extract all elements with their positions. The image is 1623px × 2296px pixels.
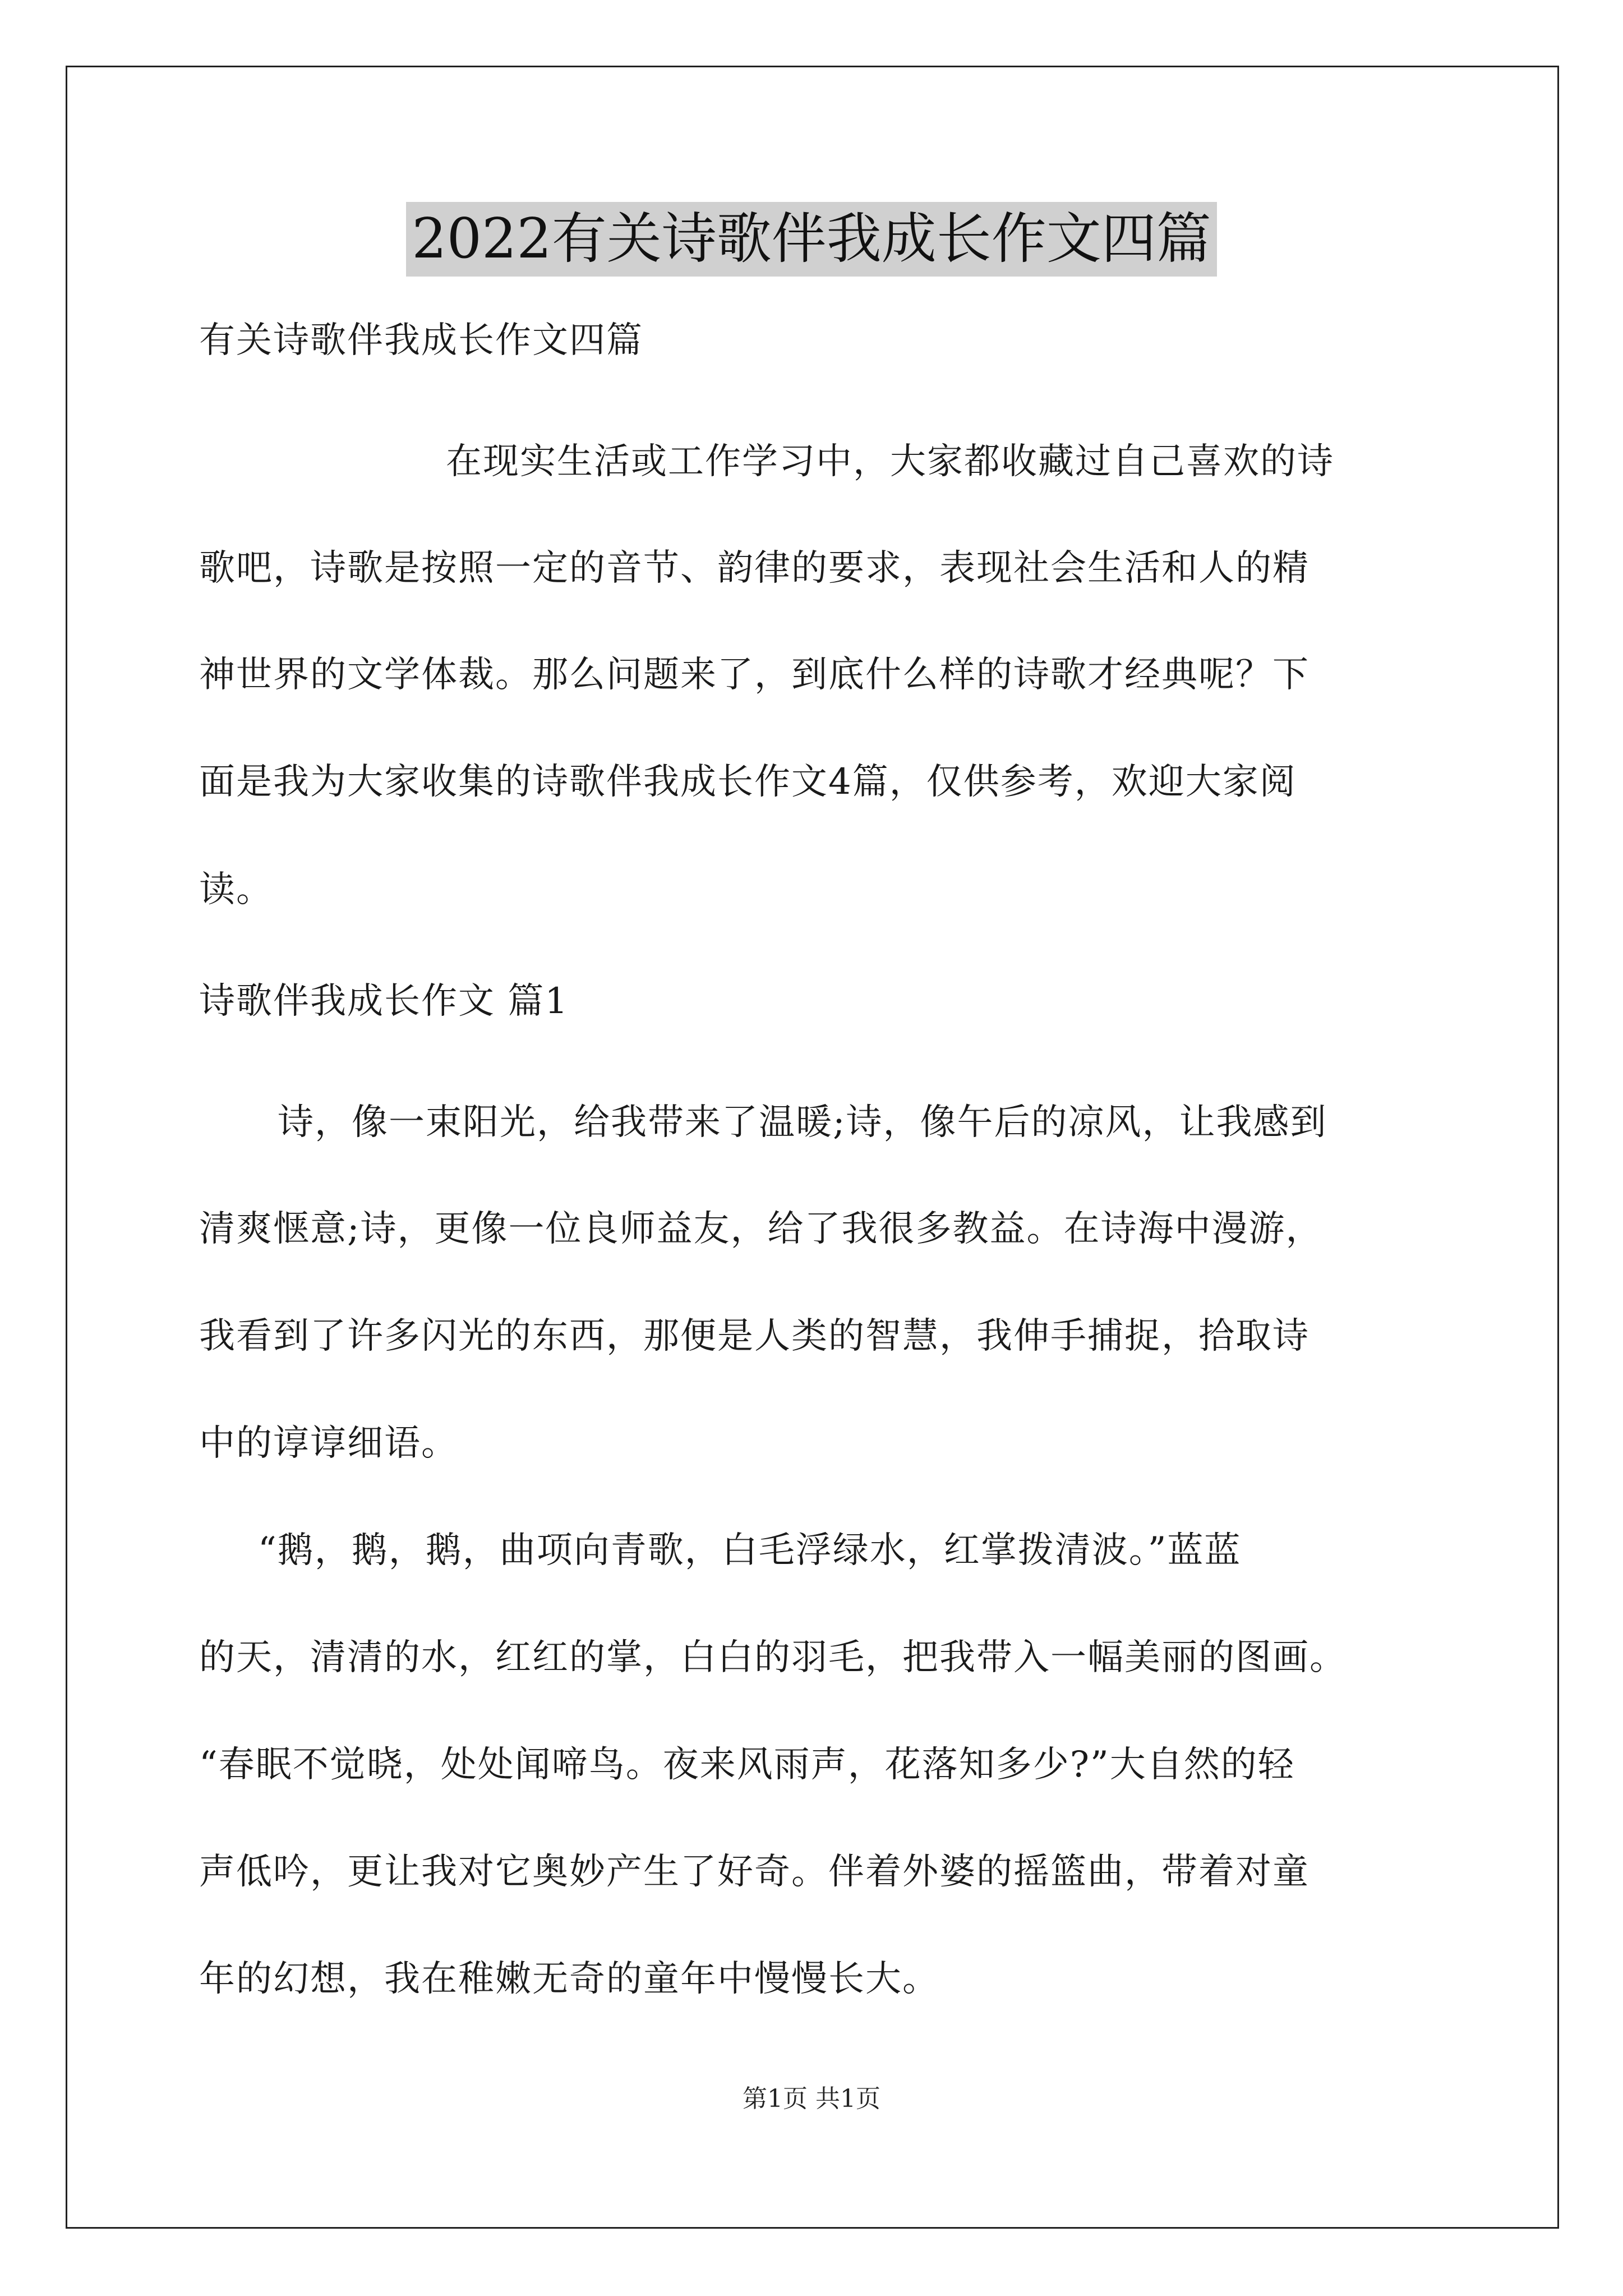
intro-line: 面是我为大家收集的诗歌伴我成长作文4篇，仅供参考，欢迎大家阅	[199, 761, 1297, 803]
paragraph-line: 清爽惬意;诗，更像一位良师益友，给了我很多教益。在诗海中漫游，	[199, 1208, 1323, 1250]
paragraph-line: 的天，清清的水，红红的掌，白白的羽毛，把我带入一幅美丽的图画。	[199, 1637, 1347, 1678]
paragraph-line: “春眠不觉晓，处处闻啼鸟。夜来风雨声，花落知多少?”大自然的轻	[199, 1744, 1295, 1786]
intro-line: 神世界的文学体裁。那么问题来了，到底什么样的诗歌才经典呢？下	[199, 654, 1310, 696]
document-title: 2022有关诗歌伴我成长作文四篇	[406, 202, 1216, 277]
page-footer: 第1页 共1页	[743, 2085, 880, 2113]
paragraph-line: “鹅，鹅，鹅，曲项向青歌，白毛浮绿水，红掌拨清波。”蓝蓝	[258, 1530, 1242, 1571]
document-subtitle: 有关诗歌伴我成长作文四篇	[199, 320, 643, 361]
paragraph-line: 声低吟，更让我对它奥妙产生了好奇。伴着外婆的摇篮曲，带着对童	[199, 1851, 1310, 1893]
intro-line: 读。	[199, 869, 273, 910]
intro-line: 在现实生活或工作学习中，大家都收藏过自己喜欢的诗	[446, 441, 1334, 482]
paragraph-line: 诗，像一束阳光，给我带来了温暖;诗，像午后的凉风，让我感到	[278, 1102, 1327, 1143]
paragraph-line: 中的谆谆细语。	[199, 1423, 458, 1464]
paragraph-line: 年的幻想，我在稚嫩无奇的童年中慢慢长大。	[199, 1958, 939, 2000]
section-heading: 诗歌伴我成长作文 篇1	[199, 981, 569, 1022]
intro-line: 歌吧，诗歌是按照一定的音节、韵律的要求，表现社会生活和人的精	[199, 547, 1310, 589]
title-container	[0, 202, 1623, 277]
paragraph-line: 我看到了许多闪光的东西，那便是人类的智慧，我伸手捕捉，拾取诗	[199, 1315, 1310, 1357]
